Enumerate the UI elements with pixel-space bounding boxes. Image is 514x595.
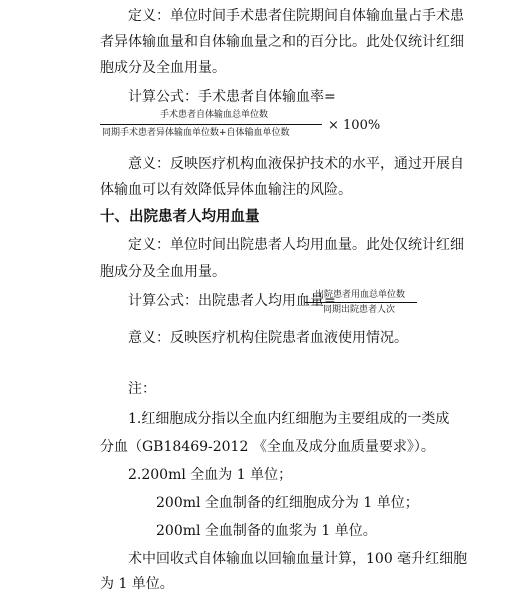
s9-formula-label: 计算公式：手术患者自体输血率=: [128, 89, 336, 105]
note2-line3: 200ml 全血制备的血浆为 1 单位。: [156, 523, 377, 539]
s10-definition-line1: 定义：单位时间出院患者人均用血量。此处仅统计红细: [128, 237, 464, 253]
s9-formula-numerator: 手术患者自体输血总单位数: [160, 110, 269, 120]
s10-definition-line2: 胞成分及全血用量。: [100, 264, 226, 280]
s10-formula-label: 计算公式：出院患者人均用血量=: [128, 293, 336, 309]
note3-line1: 术中回收式自体输血以回输血量计算，100 毫升红细胞: [128, 551, 468, 567]
notes-title: 注：: [128, 381, 156, 397]
s9-fraction-bar: [100, 124, 322, 125]
s9-formula-multiplier: × 100%: [328, 118, 381, 133]
s9-definition-line2: 者异体输血量和自体输血量之和的百分比。此处仅统计红细: [100, 34, 464, 50]
s9-significance-line1: 意义：反映医疗机构血液保护技术的水平，通过开展自: [128, 156, 464, 172]
s10-fraction-bar: [305, 302, 417, 303]
s9-significance-line2: 体输血可以有效降低异体血输注的风险。: [100, 182, 352, 198]
s9-definition-line1: 定义：单位时间手术患者住院期间自体输血量占手术患: [128, 8, 464, 24]
s10-formula-numerator: 出院患者用血总单位数: [315, 290, 406, 300]
s10-formula-denominator: 同期出院患者人次: [323, 305, 396, 315]
note2-line1: 2.200ml 全血为 1 单位；: [128, 467, 293, 483]
s10-heading: 十、出院患者人均用血量: [100, 209, 260, 225]
note3-line2: 为 1 单位。: [100, 576, 174, 592]
s9-definition-line3: 胞成分及全血用量。: [100, 60, 226, 76]
note1-line1: 1.红细胞成分指以全血内红细胞为主要组成的一类成: [128, 411, 450, 427]
s10-significance-line1: 意义：反映医疗机构住院患者血液使用情况。: [128, 330, 408, 346]
s9-formula-denominator: 同期手术患者异体输血单位数+自体输血单位数: [102, 128, 290, 138]
note2-line2: 200ml 全血制备的红细胞成分为 1 单位；: [156, 495, 419, 511]
note1-line2: 分血（GB18469-2012 《全血及成分血质量要求》）。: [100, 439, 435, 455]
